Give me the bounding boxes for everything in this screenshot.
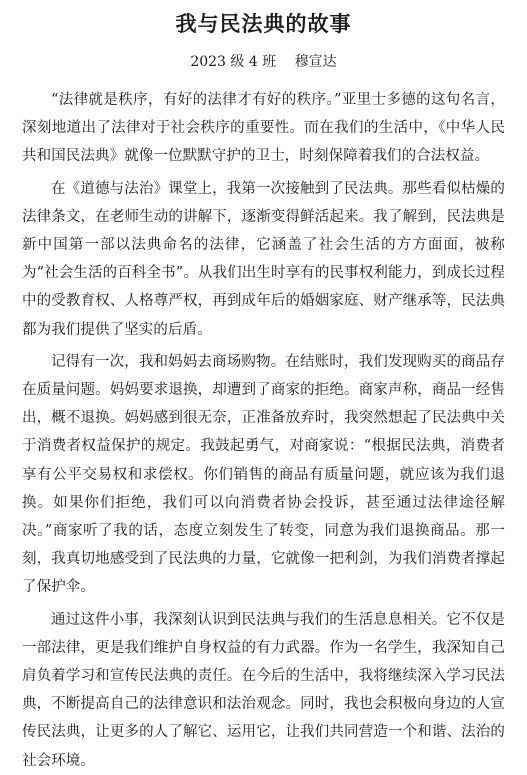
document-title: 我与民法典的故事 (175, 12, 352, 36)
class-label: 2023 级 4 班 (190, 54, 277, 70)
paragraph-3: 记得有一次，我和妈妈去商场购物。在结账时，我们发现购买的商品存在质量问题。妈妈要求退换，却遭到了商家的拒绝。商家声称，商品一经售出，概不退换。妈妈感到很无奈，正准备放弃时，我突然想起了民法典中关于消费者权益保护的规定。我鼓起勇气，对商家说：“根据民法典，消费者享有公平交易权和求偿权。你们销售的商品有质量问题，就应该为我们退换。如果你们拒绝，我们可以向消费者协会投诉，甚至通过法律途径解决。”商家听了我的话，态度立刻发生了转变，同意为我们退换商品。那一刻，我真切地感受到了民法典的力量，它就像一把利剑，为我们消费者撑起了保护伞。 (22, 353, 505, 596)
byline (22, 52, 505, 72)
paragraph-2: 在《道德与法治》课堂上，我第一次接触到了民法典。那些看似枯燥的法律条文，在老师生动的讲解下，逐渐变得鲜活起来。我了解到，民法典是新中国第一部以法典命名的法律，它涵盖了社会生活的方方面面，被称为“社会生活的百科全书”。从我们出生时享有的民事权利能力，到成长过程中的受教育权、人格尊严权，再到成年后的婚姻家庭、财产继承等，民法典都为我们提供了坚实的后盾。 (22, 180, 505, 338)
paragraph-1: “法律就是秩序，有好的法律才有好的秩序。”亚里士多德的这句名言，深刻地道出了法律对于社会秩序的重要性。而在我们的生活中，《中华人民共和国民法典》就像一位默默守护的卫士，时刻保障着我们的合法权益。 (22, 92, 505, 165)
paragraph-4: 通过这件小事，我深刻认识到民法典与我们的生活息息相关。它不仅是一部法律，更是我们维护自身权益的有力武器。作为一名学生，我深知自己肩负着学习和宣传民法典的责任。在今后的生活中，我将继续深入学习民法典，不断提高自己的法律意识和法治观念。同时，我也会积极向身边的人宣传民法典，让更多的人了解它、运用它，让我们共同营造一个和谐、法治的社会环境。 (22, 611, 505, 769)
author-name: 穆宣达 (294, 54, 337, 70)
